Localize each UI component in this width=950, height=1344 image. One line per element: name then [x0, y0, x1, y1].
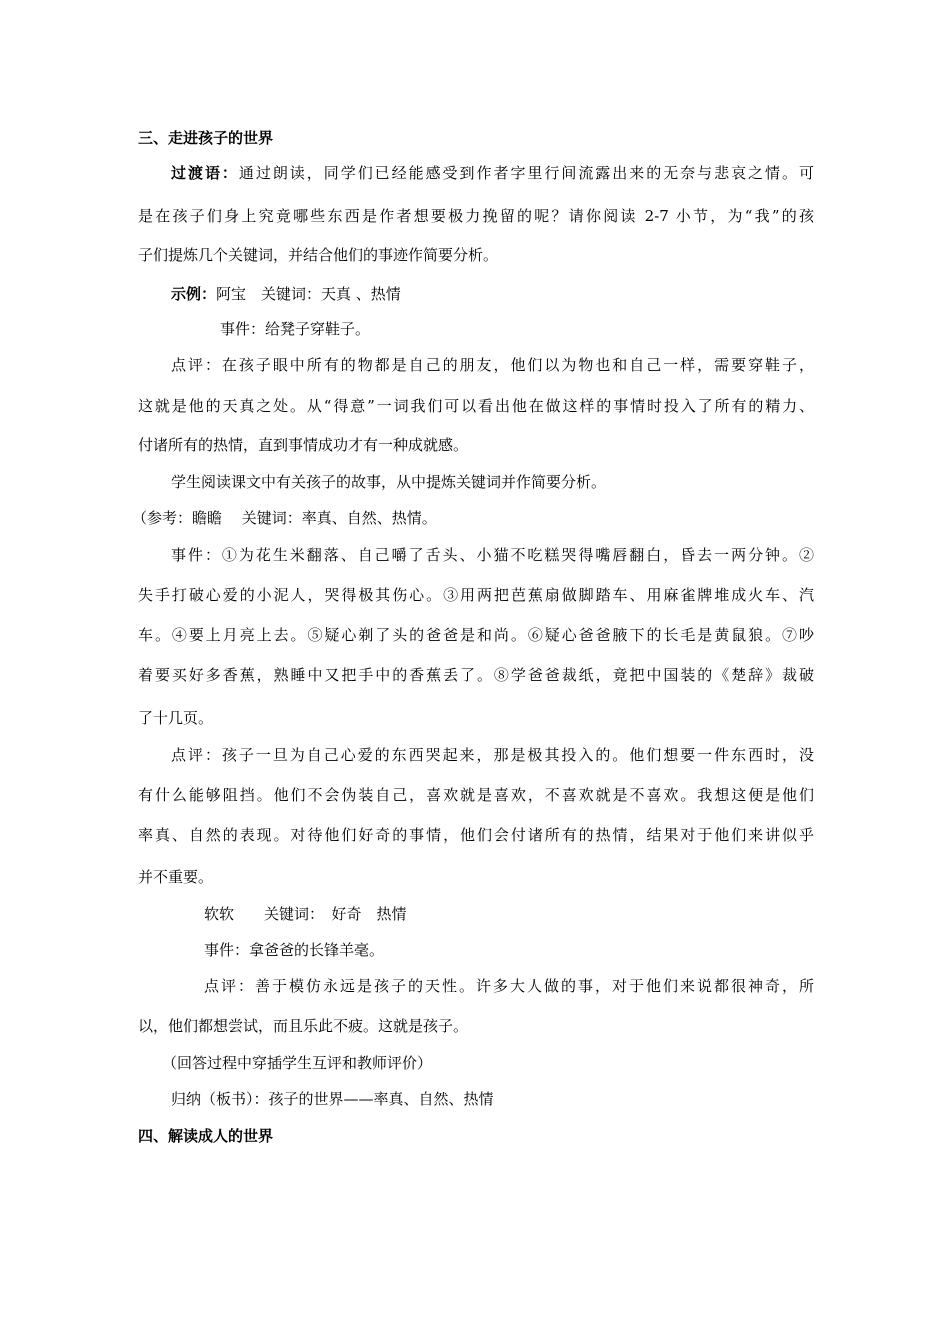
- instruction-line: 学生阅读课文中有关孩子的故事，从中提炼关键词并作简要分析。: [171, 473, 607, 491]
- summary-line: 归纳（板书）：孩子的世界——率真、自然、热情: [171, 1090, 494, 1108]
- reference-comment-4: 并不重要。: [138, 868, 214, 886]
- example-line: [171, 284, 401, 304]
- example-comment-1: 点评：在孩子眼中所有的物都是自己的朋友，他们以为物也和自己一样，需要穿鞋子，: [171, 356, 814, 374]
- section-heading-4: 四、解读成人的世界: [138, 1127, 274, 1145]
- reference-line: （参考：瞻瞻 关键词：率真、自然、热情。: [132, 509, 437, 527]
- evaluation-note: （回答过程中穿插学生互评和教师评价）: [162, 1054, 433, 1072]
- example-comment-2: 这就是他的天真之处。从“得意”一词我们可以看出他在做这样的事情时投入了所有的精力、: [138, 397, 814, 415]
- example-event: 事件：给凳子穿鞋子。: [220, 320, 371, 338]
- reference-event-5: 了十几页。: [138, 709, 214, 727]
- ruanruan-comment-1: 点评：善于模仿永远是孩子的天性。许多大人做的事，对于他们来说都很神奇，所: [204, 977, 814, 995]
- reference-event-1: 事件：①为花生米翻落、自己嚼了舌头、小猫不吃糕哭得嘴唇翻白，昏去一两分钟。②: [171, 546, 814, 564]
- transition-text-1: 通过朗读，同学们已经能感受到作者字里行间流露出来的无奈与悲哀之情。可: [238, 164, 814, 182]
- transition-line-2: 是在孩子们身上究竟哪些东西是作者想要极力挽留的呢？请你阅读 2-7 小节，为“我”的孩: [138, 207, 814, 225]
- reference-comment-3: 率真、自然的表现。对待他们好奇的事情，他们会付诸所有的热情，结果对于他们来讲似乎: [138, 826, 814, 844]
- reference-comment-1: 点评：孩子一旦为自己心爱的东西哭起来，那是极其投入的。他们想要一件东西时，没: [171, 746, 814, 764]
- example-label: 示例：: [171, 285, 217, 303]
- reference-comment-2: 有什么能够阻挡。他们不会伪装自己，喜欢就是喜欢，不喜欢就是不喜欢。我想这便是他们: [138, 786, 814, 804]
- reference-event-4: 着要买好多香蕉，熟睡中又把手中的香蕉丢了。⑧学爸爸裁纸，竟把中国装的《楚辞》裁破: [138, 666, 814, 684]
- transition-line-1: [171, 163, 814, 183]
- ruanruan-line: 软软 关键词： 好奇 热情: [204, 905, 407, 923]
- example-text: 阿宝 关键词：天真 、热情: [216, 285, 401, 303]
- reference-event-3: 车。④要上月亮上去。⑤疑心剃了头的爸爸是和尚。⑥疑心爸爸腋下的长毛是黄鼠狼。⑦吵: [138, 626, 814, 644]
- ruanruan-event: 事件：拿爸爸的长锋羊毫。: [204, 941, 385, 959]
- example-comment-3: 付诸所有的热情，直到事情成功才有一种成就感。: [138, 436, 469, 454]
- transition-line-3: 子们提炼几个关键词，并结合他们的事迹作简要分析。: [138, 246, 499, 264]
- reference-event-2: 失手打破心爱的小泥人，哭得极其伤心。③用两把芭蕉扇做脚踏车、用麻雀牌堆成火车、汽: [138, 586, 814, 604]
- ruanruan-comment-2: 以，他们都想尝试，而且乐此不疲。这就是孩子。: [138, 1017, 469, 1035]
- transition-label: 过渡语：: [171, 164, 239, 182]
- section-heading-3: 三、走进孩子的世界: [138, 129, 274, 147]
